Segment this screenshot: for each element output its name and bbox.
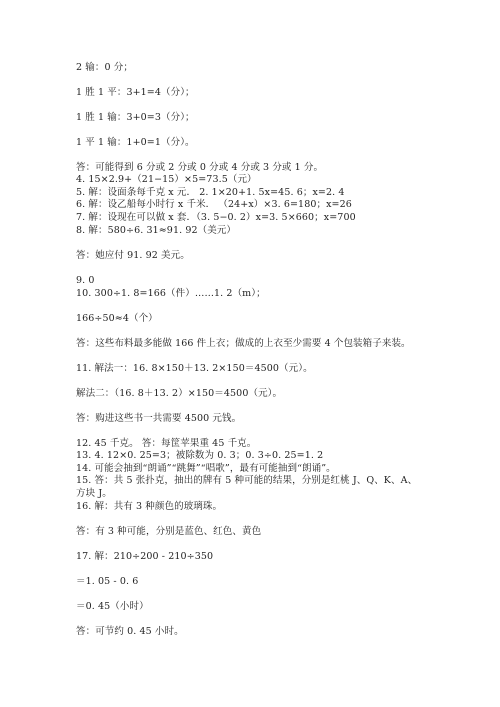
text-line: 答：可能得到 6 分或 2 分或 0 分或 4 分或 3 分或 1 分。 bbox=[76, 162, 324, 173]
text-line: 8. 解：580÷6. 31≈91. 92（美元） bbox=[76, 225, 237, 236]
text-line: 答：这些布料最多能做 166 件上衣；做成的上衣至少需要 4 个包装箱子来装。 bbox=[76, 338, 411, 349]
text-line: 1 胜 1 输：3+0=3（分）； bbox=[76, 112, 195, 123]
text-line: 9. 0 bbox=[76, 275, 95, 286]
text-line: 1 平 1 输：1+0=1（分）。 bbox=[76, 137, 195, 148]
text-line: 166÷50≈4（个） bbox=[76, 313, 158, 324]
text-line: 6. 解：设乙船每小时行 x 千米． （24+x）×3. 6=180；x=26 bbox=[76, 199, 352, 210]
text-line: 方块 J。 bbox=[76, 488, 112, 499]
text-line: 14. 可能会抽到“朗诵”“跳舞”“唱歌”，最有可能抽到“朗诵”。 bbox=[76, 463, 336, 474]
text-line: 4. 15×2.9+（21−15）×5=73.5（元） bbox=[76, 174, 257, 185]
text-line: 15. 答：共 5 张扑克，抽出的牌有 5 种可能的结果，分别是红桃 J、Q、K、A、 bbox=[76, 475, 418, 486]
text-line: 13. 4. 12×0. 25=3；被除数为 0. 3；0. 3÷0. 25=1. 2 bbox=[76, 450, 324, 461]
text-line: 10. 300÷1. 8=166（件）……1. 2（m）； bbox=[76, 288, 266, 299]
text-line: 12. 45 千克。 答：每筐苹果重 45 千克。 bbox=[76, 438, 257, 449]
text-line: 11. 解法一：16. 8×150＋13. 2×150＝4500（元）。 bbox=[76, 363, 313, 374]
text-line: 17. 解：210÷200 - 210÷350 bbox=[76, 551, 214, 562]
text-line: 答：她应付 91. 92 美元。 bbox=[76, 250, 190, 261]
text-line: 答：可节约 0. 45 小时。 bbox=[76, 626, 184, 637]
text-line: 答：有 3 种可能，分别是蓝色、红色、黄色 bbox=[76, 526, 262, 537]
text-line: 16. 解：共有 3 种颜色的玻璃珠。 bbox=[76, 501, 223, 512]
text-line: ＝1. 05 - 0. 6 bbox=[76, 576, 139, 587]
text-line: 1 胜 1 平：3+1=4（分）； bbox=[76, 87, 195, 98]
text-line: 7. 解：设现在可以做 x 套．（3. 5−0. 2）x=3. 5×660；x=700 bbox=[76, 212, 356, 223]
text-line: 5. 解：设面条每千克 x 元． 2. 1×20+1. 5x=45. 6；x=2. 4 bbox=[76, 187, 345, 198]
text-line: ＝0. 45（小时） bbox=[76, 601, 149, 612]
text-line: 答：购进这些书一共需要 4500 元钱。 bbox=[76, 413, 242, 424]
text-line: 解法二：（16. 8＋13. 2）×150＝4500（元）。 bbox=[76, 388, 283, 399]
text-line: 2 输：0 分； bbox=[76, 62, 133, 73]
